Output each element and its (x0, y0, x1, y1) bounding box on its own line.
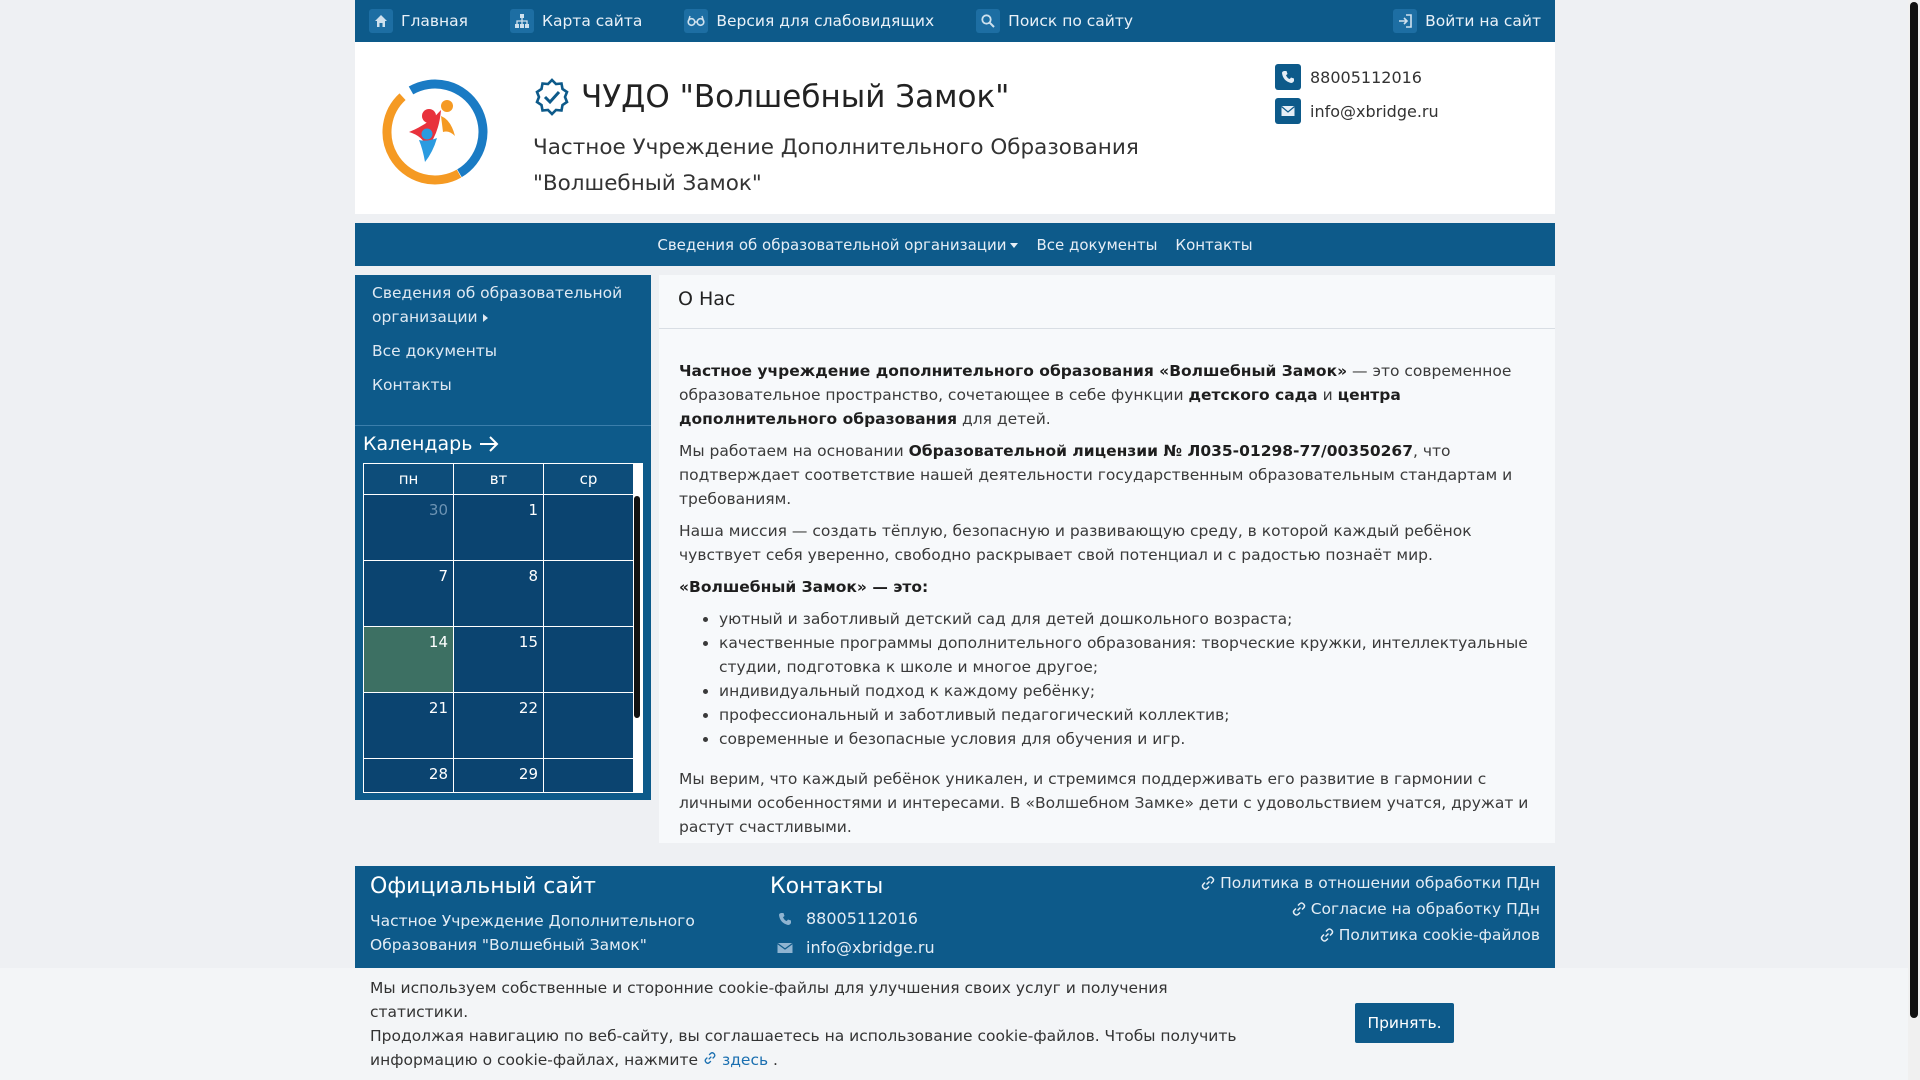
footer-link-consent-label: Согласие на обработку ПДн (1310, 900, 1540, 918)
login-icon (1393, 9, 1417, 33)
calendar (363, 463, 643, 793)
top-bar (355, 0, 1555, 42)
page-title: О Нас (659, 275, 1555, 329)
page-scrollbar[interactable] (1908, 0, 1920, 1080)
calendar-header (364, 464, 634, 494)
sidebar-item-info[interactable] (372, 281, 634, 329)
site-header (355, 42, 1555, 214)
search-label: Поиск по сайту (1008, 12, 1134, 30)
closing-paragraph: Мы верим, что каждый ребёнок уникален, и стремимся поддерживать его развитие в гармонии с личными особенностями и интересами. В «Волшебном Замке» дети с удовольствием учатся, дружат и растут счастливыми. (679, 770, 1529, 836)
cookie-line-2-text: Продолжая навигацию по веб-сайту, вы соглашаетесь на использование cookie-файлов. Чтобы получить информацию о cookie-файлах, нажмите (370, 1027, 1237, 1069)
caret-right-icon (483, 314, 488, 322)
footer-email-text: info@xbridge.ru (806, 938, 935, 957)
header-email-text: info@xbridge.ru (1310, 101, 1439, 121)
footer-official-text: Частное Учреждение Дополнительного Образования "Волшебный Замок" (370, 912, 695, 954)
mail-icon (774, 942, 796, 954)
link-icon (1319, 927, 1335, 943)
calendar-week (364, 626, 634, 692)
calendar-day[interactable]: 22 (454, 693, 544, 758)
link-icon (1291, 901, 1307, 917)
calendar-week (364, 560, 634, 626)
calendar-day-today[interactable]: 14 (364, 627, 454, 692)
features-list (719, 607, 1535, 751)
list-item: • индивидуальный подход к каждому ребёнку; (719, 679, 1535, 703)
calendar-day-name: пн (364, 464, 454, 494)
header-phone-text: 88005112016 (1310, 67, 1422, 87)
site-subtitle: Частное Учреждение Дополнительного Образования "Волшебный Замок" (533, 135, 1139, 196)
license-text-2: , что подтверждает соответствие нашей деятельности государственным образовательным стандартам и требованиям. (679, 442, 1513, 508)
calendar-day[interactable]: 29 (454, 759, 544, 793)
list-item: • качественные программы дополнительного образования: творческие кружки, интеллектуальные студии, подготовка к школе и многое другое; (719, 631, 1535, 679)
mail-icon (1275, 98, 1301, 124)
calendar-title-text: Календарь (363, 433, 473, 455)
calendar-day[interactable]: 8 (454, 561, 544, 626)
list-item: • современные и безопасные условия для обучения и игр. (719, 727, 1535, 751)
home-link[interactable] (369, 9, 468, 33)
calendar-week (364, 758, 634, 793)
calendar-day-name: ср (544, 464, 634, 494)
calendar-day[interactable]: 30 (364, 495, 454, 560)
arrow-right-icon (478, 435, 500, 453)
sitemap-link[interactable] (510, 9, 642, 33)
login-label: Войти на сайт (1425, 12, 1541, 30)
sidebar (355, 275, 651, 800)
footer-link-consent[interactable] (1200, 900, 1540, 918)
calendar-week (364, 692, 634, 758)
calendar-day[interactable]: 28 (364, 759, 454, 793)
sidebar-item-info-label: Сведения об образовательной организации (372, 284, 623, 326)
calendar-day[interactable]: 21 (364, 693, 454, 758)
list-title-text: «Волшебный Замок» — это: (679, 578, 929, 596)
home-label: Главная (401, 12, 468, 30)
calendar-day[interactable] (544, 693, 634, 758)
calendar-scrollbar[interactable] (634, 496, 640, 718)
accessibility-link[interactable] (684, 9, 934, 33)
nav-item-contacts[interactable]: Контакты (1175, 235, 1253, 254)
sidebar-divider (355, 425, 651, 426)
caret-down-icon (1010, 243, 1018, 248)
footer-link-cookie-label: Политика cookie-файлов (1338, 926, 1540, 944)
nav-item-info-label: Сведения об образовательной организации (657, 235, 1007, 254)
calendar-day[interactable]: 15 (454, 627, 544, 692)
main-content (659, 275, 1555, 843)
header-contacts (1275, 64, 1439, 132)
cookie-details-link[interactable] (703, 1051, 768, 1069)
search-link[interactable] (976, 9, 1133, 33)
accept-cookies-button[interactable]: Принять. (1355, 1003, 1454, 1043)
list-item: • уютный и заботливый детский сад для детей дошкольного возраста; (719, 607, 1535, 631)
glasses-icon (684, 9, 708, 33)
calendar-day[interactable]: 1 (454, 495, 544, 560)
footer-link-cookie[interactable] (1200, 926, 1540, 944)
license-number: Образовательной лицензии № Л035-01298-77/00350267 (908, 442, 1413, 460)
cookie-details-label: здесь (721, 1051, 769, 1069)
main-nav (355, 223, 1555, 266)
footer-link-privacy[interactable] (1200, 874, 1540, 892)
calendar-day[interactable] (544, 759, 634, 793)
calendar-day-name: вт (454, 464, 544, 494)
footer-phone[interactable] (770, 909, 935, 928)
sitemap-icon (510, 9, 534, 33)
intro-bold-2: детского сада (1188, 386, 1318, 404)
cookie-text (370, 976, 1250, 1072)
calendar-day[interactable] (544, 495, 634, 560)
intro-bold-1: Частное учреждение дополнительного образования «Волшебный Замок» (679, 362, 1348, 380)
link-icon (1200, 875, 1216, 891)
accessibility-label: Версия для слабовидящих (716, 12, 935, 30)
intro-bold-3: центра дополнительного образования (679, 386, 1401, 428)
cookie-line-1: Мы используем собственные и сторонние cookie-файлы для улучшения своих услуг и получения статистики. (370, 979, 1168, 1021)
page-scrollbar-thumb[interactable] (1910, 2, 1918, 1018)
mission-paragraph: Наша миссия — создать тёплую, безопасную и развивающую среду, в которой каждый ребёнок чувствует себя уверенно, свободно раскрывает свой потенциал и с радостью познаёт мир. (679, 522, 1472, 564)
footer-phone-text: 88005112016 (806, 909, 918, 928)
phone-icon (774, 912, 796, 926)
cookie-line-2 (370, 1024, 1250, 1072)
intro-text-1: — это современное образовательное пространство, сочетающее в себе функции (679, 362, 1512, 404)
footer-email[interactable] (770, 938, 935, 957)
intro-text-2: и (1317, 386, 1338, 404)
calendar-day[interactable] (544, 561, 634, 626)
intro-paragraph (679, 359, 1535, 431)
license-paragraph (679, 439, 1535, 511)
list-title (679, 575, 1535, 599)
nav-item-documents[interactable]: Все документы (1036, 235, 1158, 254)
footer-link-privacy-label: Политика в отношении обработки ПДн (1220, 874, 1540, 892)
cookie-banner (0, 968, 1908, 1080)
footer-contacts-title: Контакты (770, 874, 884, 899)
sidebar-item-documents[interactable]: Все документы (372, 342, 497, 360)
footer-official-title: Официальный сайт (370, 874, 596, 899)
link-icon (703, 1051, 717, 1065)
header-email[interactable] (1275, 98, 1439, 124)
intro-text-3: для детей. (957, 410, 1051, 428)
verified-icon (533, 78, 571, 116)
sitemap-label: Карта сайта (541, 12, 643, 30)
sidebar-item-contacts[interactable]: Контакты (372, 376, 452, 394)
content-body (659, 329, 1555, 839)
calendar-day[interactable]: 7 (364, 561, 454, 626)
calendar-week (364, 494, 634, 560)
logo[interactable] (379, 76, 491, 188)
search-icon (976, 9, 1000, 33)
header-phone[interactable] (1275, 64, 1439, 90)
license-text-1: Мы работаем на основании (679, 442, 909, 460)
list-item: • профессиональный и заботливый педагогический коллектив; (719, 703, 1535, 727)
calendar-title[interactable] (363, 433, 500, 455)
login-link[interactable] (1393, 9, 1541, 33)
site-title: ЧУДО "Волшебный Замок" (581, 79, 1010, 115)
nav-item-info[interactable] (657, 236, 1018, 254)
phone-icon (1275, 64, 1301, 90)
cookie-tail: . (773, 1051, 778, 1069)
calendar-day[interactable] (544, 627, 634, 692)
home-icon (369, 9, 393, 33)
